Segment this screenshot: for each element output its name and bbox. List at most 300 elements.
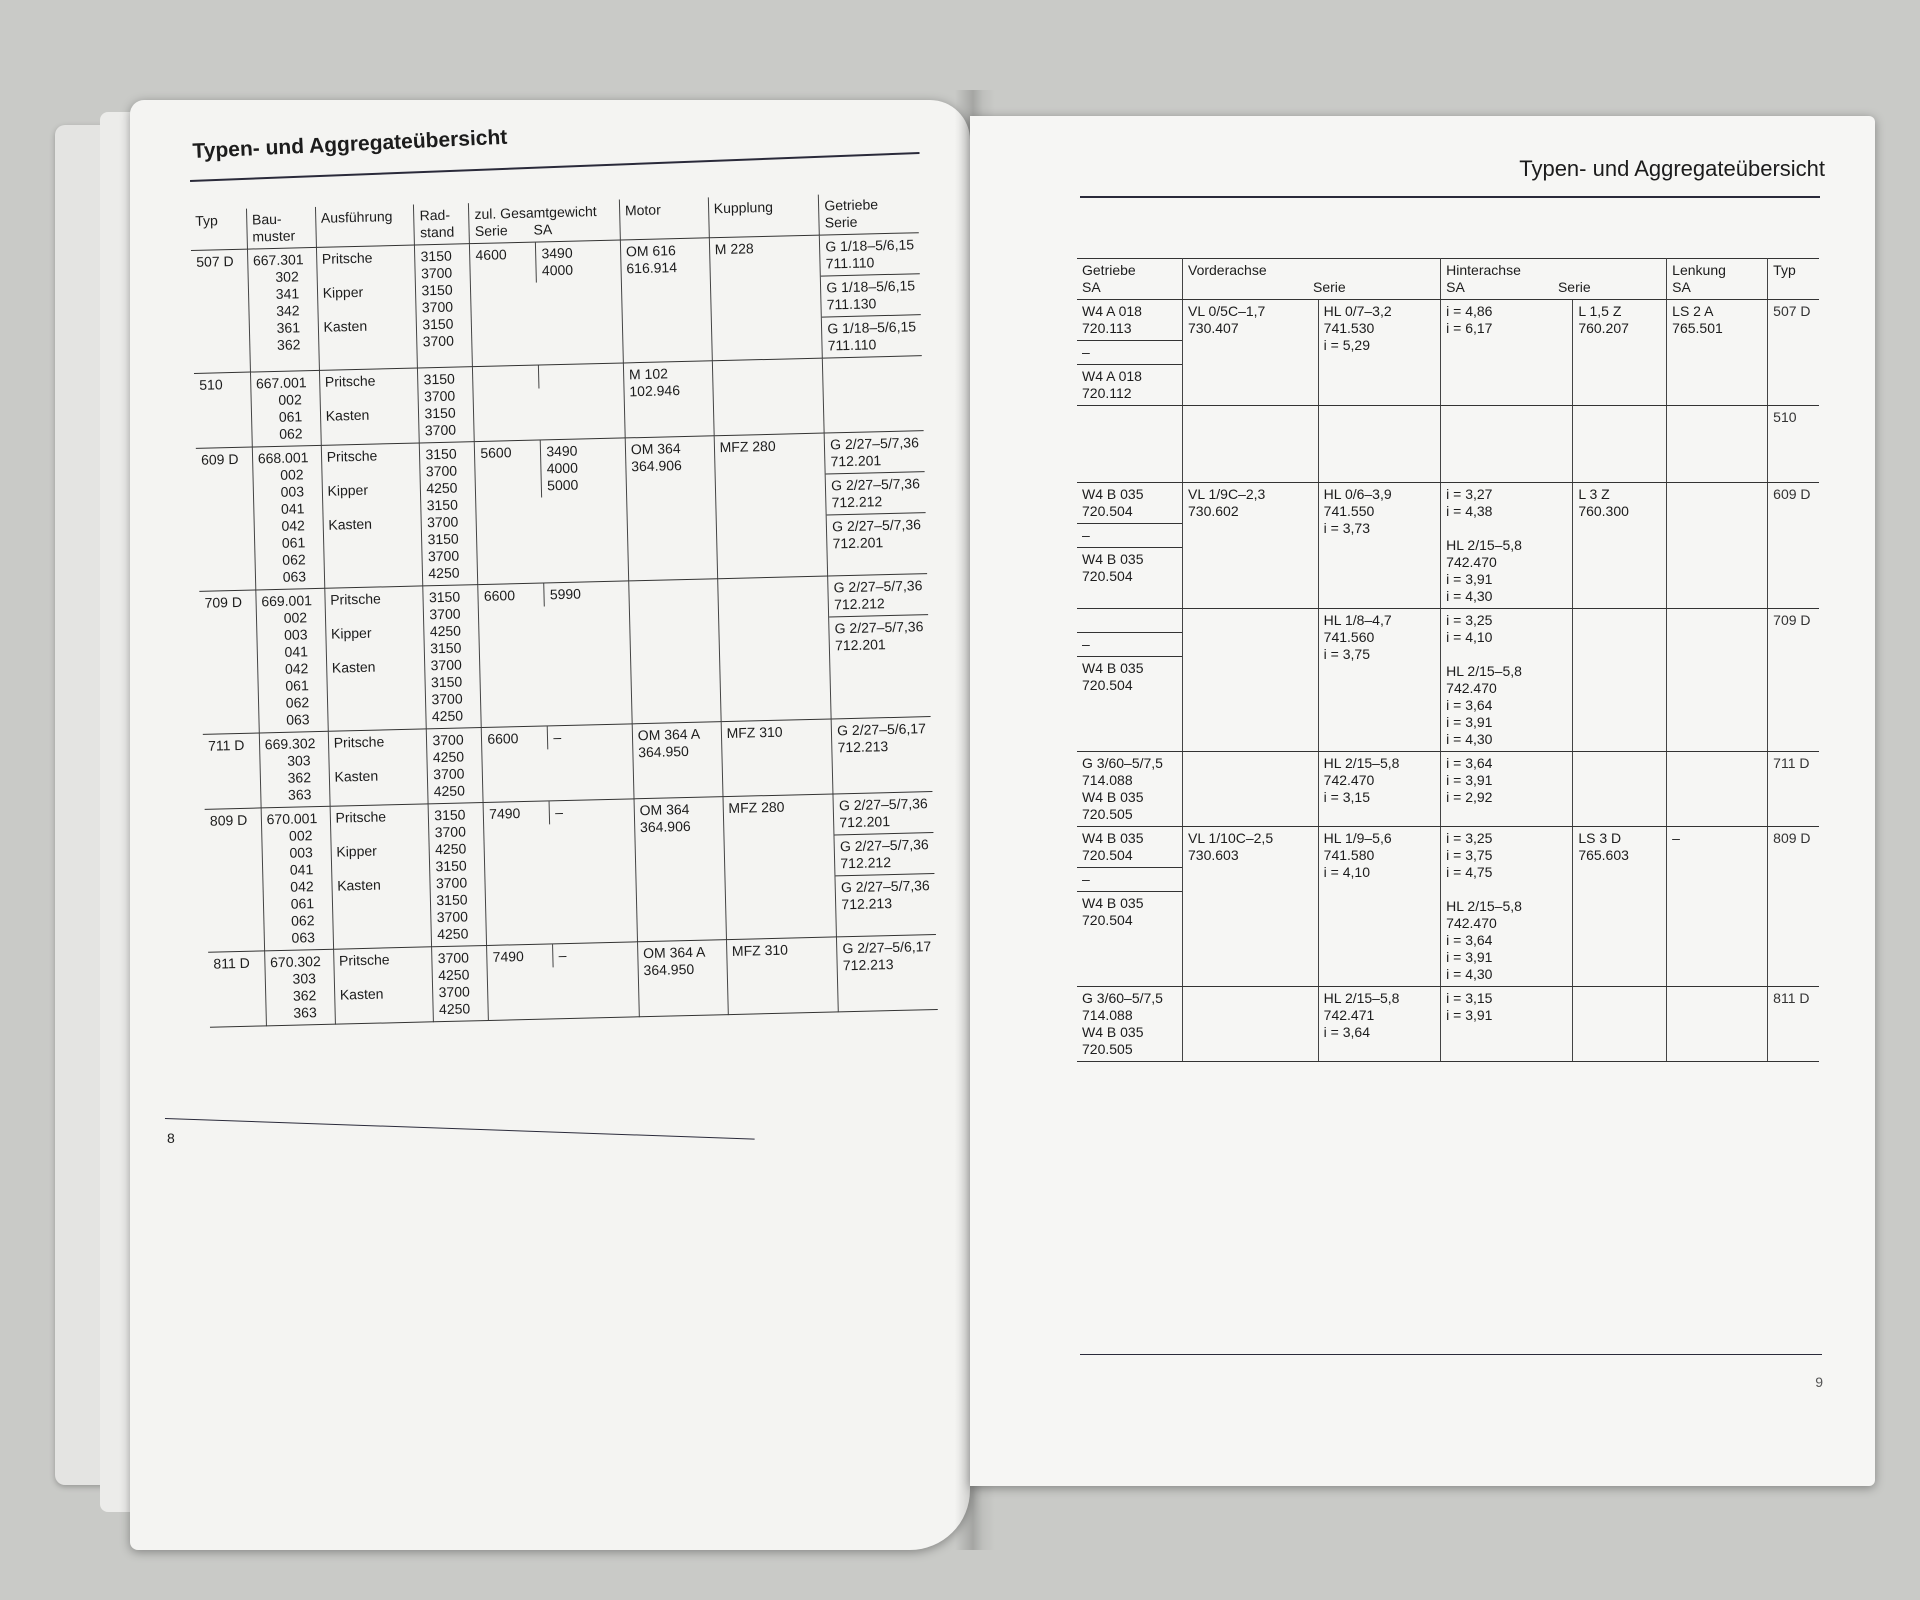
cell-lenkung (1667, 483, 1768, 609)
radstand-value: 3700 (420, 264, 453, 282)
cell-gewicht (475, 438, 629, 585)
radstand-value: 4250 (438, 966, 470, 984)
cell-typ (191, 249, 250, 373)
cell-baumuster (256, 588, 328, 733)
ha-sa-value: i = 3,27 (1446, 486, 1493, 502)
ha-sa-value: HL 2/15–5,8 (1446, 898, 1522, 914)
ausfuehrung-value: Kipper (336, 842, 378, 860)
getriebe-value: G 2/27–5/7,36 (833, 577, 923, 596)
ha-sa-value: i = 2,92 (1446, 789, 1493, 805)
getriebe-value: G 2/27–5/7,36 (826, 471, 925, 494)
cell-baumuster (250, 370, 321, 447)
ha-sa-value: i = 3,91 (1446, 772, 1493, 788)
cell-getriebe (833, 792, 936, 937)
baumuster-value: 002 (283, 609, 308, 626)
getriebe-value: G 1/18–5/6,15 (825, 236, 915, 255)
cell-hinterachse-serie (1573, 987, 1667, 1062)
motor-value: 364.950 (643, 960, 695, 979)
ha-serie-value: i = 4,10 (1323, 864, 1370, 880)
header-hinterachse-label: Hinterachse (1446, 262, 1521, 278)
getriebe-sa-value: 720.504 (1082, 912, 1133, 928)
ha-serie-value: 741.580 (1323, 847, 1375, 863)
cell-lenkung (1667, 752, 1768, 827)
cell-ausfuehrung (324, 586, 426, 731)
getriebe-sa-value: 720.504 (1082, 677, 1133, 693)
gesamtgewicht-sa-value: – (554, 804, 564, 821)
ha-sa-value: i = 3,91 (1446, 949, 1493, 965)
baumuster-value: 062 (282, 551, 306, 568)
gesamtgewicht-serie-value (478, 369, 533, 387)
getriebe-value: 712.212 (831, 493, 883, 511)
baumuster-value: 362 (292, 987, 317, 1004)
ha-serie-value: 741.560 (1323, 629, 1375, 645)
kupplung-value (718, 362, 818, 381)
radstand-value: 3150 (421, 281, 453, 299)
radstand-value: 3700 (433, 765, 465, 783)
cell-getriebe (820, 233, 922, 358)
header-gesamtgewicht-label: zul. Gesamtgewicht (474, 203, 597, 223)
cell-ausfuehrung (319, 368, 420, 445)
cell-vorderachse-serie (1318, 300, 1440, 406)
cell-motor (623, 361, 714, 438)
baumuster-value: 063 (291, 929, 316, 946)
baumuster-value: 061 (290, 895, 315, 912)
cell-gewicht (478, 581, 632, 728)
vorderachse-value: VL 1/10C–2,5 (1188, 830, 1274, 846)
cell-hinterachse-sa (1441, 827, 1573, 987)
typ-value: 510 (1773, 409, 1797, 425)
ha-sa-value: i = 3,25 (1446, 830, 1493, 846)
kupplung-value: MFZ 310 (726, 723, 783, 742)
right-page (970, 116, 1875, 1486)
left-table-body (191, 233, 938, 1028)
motor-value: M 102 (628, 365, 669, 383)
table-row (1077, 406, 1819, 483)
getriebe-value: G 2/27–5/7,36 (838, 795, 928, 814)
radstand-value: 3700 (431, 690, 463, 708)
getriebe-sa-value: – (1077, 632, 1182, 653)
gesamtgewicht-sa-value: 4000 (546, 459, 579, 477)
serie-col (482, 726, 549, 751)
kupplung-value (723, 580, 823, 599)
ha-sa-value: i = 4,86 (1446, 303, 1493, 319)
typ-value: 711 D (207, 736, 245, 754)
typ-value: 507 D (196, 252, 234, 270)
gesamtgewicht-serie-value: 7490 (488, 805, 521, 822)
getriebe-sa-value: 714.088 (1082, 772, 1133, 788)
ausfuehrung-value: Pritsche (333, 733, 385, 751)
getriebe-sa-value: 720.504 (1082, 503, 1133, 519)
serie-col (473, 366, 540, 391)
motor-value: 616.914 (626, 259, 678, 277)
gesamtgewicht-serie-value: 4600 (475, 246, 507, 264)
cell-getriebe (837, 934, 938, 1011)
gewicht-split (470, 241, 620, 285)
cell-ausfuehrung (316, 245, 418, 370)
radstand-value: 4250 (428, 564, 460, 582)
cell-typ (1768, 987, 1819, 1062)
ha-serie-value: HL 1/9–5,6 (1323, 830, 1392, 846)
cell-typ (194, 372, 252, 448)
getriebe-value: 712.212 (840, 854, 892, 872)
baumuster-value: 363 (293, 1004, 317, 1021)
getriebe-value: G 2/27–5/7,36 (835, 832, 934, 855)
gesamtgewicht-serie-value: 6600 (483, 587, 516, 604)
radstand-value: 3150 (436, 891, 468, 909)
typ-value: 709 D (1773, 612, 1811, 628)
cell-kupplung (717, 576, 831, 722)
getriebe-value: G 2/27–5/7,36 (829, 614, 928, 637)
baumuster-value: 062 (290, 912, 315, 929)
baumuster-value: 362 (276, 336, 301, 353)
cell-lenkung (1667, 406, 1768, 483)
getriebe-sa-value: 714.088 (1082, 1007, 1133, 1023)
cell-motor (625, 436, 717, 581)
lenkung-value: 765.501 (1672, 320, 1723, 336)
cell-typ (1768, 609, 1819, 752)
getriebe-value: 712.201 (830, 452, 882, 470)
cell-typ (205, 808, 265, 952)
radstand-value: 3150 (422, 315, 454, 333)
header-ausfuehrung: Ausführung (315, 205, 415, 248)
ha-serie-value: i = 3,73 (1323, 520, 1370, 536)
ausfuehrung-value: Kasten (336, 876, 381, 894)
motor-value: OM 364 (639, 800, 690, 819)
radstand-value: 3700 (436, 908, 469, 926)
header-getriebe-sa: Getriebe SA (1077, 259, 1183, 300)
radstand-value: 3150 (428, 588, 461, 606)
header-gesamtgewicht (469, 200, 620, 244)
radstand-value: 4250 (438, 1000, 471, 1018)
cell-ausfuehrung (328, 729, 429, 806)
typ-value: 809 D (1773, 830, 1811, 846)
ha-sa-value: 742.470 (1446, 915, 1497, 931)
cell-kupplung (723, 794, 837, 940)
header-serie: Serie (474, 222, 508, 240)
lenkung-value: – (1672, 830, 1680, 846)
motor-value: 364.950 (638, 742, 690, 761)
header-getriebe: Getriebe Serie (819, 192, 919, 235)
ha-sa-value: i = 3,64 (1446, 697, 1493, 713)
cell-kupplung (721, 719, 833, 797)
getriebe-value: G 2/27–5/7,36 (829, 434, 920, 453)
cell-vorderachse (1183, 752, 1319, 827)
ha-serie-value: HL 1/8–4,7 (1323, 612, 1392, 628)
cell-getriebe (831, 717, 932, 794)
baumuster-value: 002 (288, 827, 313, 844)
typ-value: 809 D (209, 811, 248, 829)
baumuster-value: 669.001 (261, 592, 313, 610)
table-row (1077, 483, 1819, 609)
radstand-value: 4250 (434, 840, 467, 858)
cell-vorderachse (1183, 609, 1319, 752)
radstand-value: 3150 (423, 370, 456, 388)
baumuster-value: 668.001 (257, 449, 309, 467)
gewicht-split (475, 438, 626, 499)
baumuster-value: 670.001 (266, 810, 318, 828)
cell-gewicht (483, 799, 637, 946)
getriebe-value: 712.213 (837, 738, 889, 756)
cell-kupplung (709, 235, 823, 361)
header-hinterachse-serie: Serie (1557, 279, 1591, 295)
sa-col (541, 439, 584, 497)
cell-motor (620, 238, 712, 363)
radstand-value: 3700 (438, 983, 470, 1001)
sa-col (545, 582, 587, 606)
baumuster-value: 342 (276, 302, 300, 319)
baumuster-value: 003 (280, 483, 305, 500)
typ-value: 711 D (1773, 755, 1810, 771)
cell-hinterachse-sa (1441, 987, 1573, 1062)
getriebe-sa-value: W4 A 018 (1077, 364, 1182, 385)
ha-sa-value: i = 3,91 (1446, 1007, 1493, 1023)
getriebe-sa-value: 720.505 (1082, 806, 1133, 822)
getriebe-sa-value: W4 B 035 (1082, 486, 1144, 502)
cell-getriebe-sa (1077, 752, 1183, 827)
cell-vorderachse-serie (1318, 752, 1440, 827)
ha-sa-value: i = 3,75 (1446, 847, 1493, 863)
getriebe-sa-value: W4 B 035 (1082, 1024, 1144, 1040)
ha-sa-value: HL 2/15–5,8 (1446, 537, 1522, 553)
ha-sa-value: 742.470 (1446, 554, 1497, 570)
cell-gewicht (470, 240, 623, 367)
getriebe-sa-value: 720.505 (1082, 1041, 1133, 1057)
baumuster-value: 669.302 (264, 735, 316, 753)
cell-vorderachse (1183, 483, 1319, 609)
gesamtgewicht-sa-value: – (553, 729, 562, 746)
getriebe-sa-value: W4 B 035 (1082, 830, 1144, 846)
ha-sa-value: i = 3,91 (1446, 571, 1493, 587)
right-table-body (1077, 300, 1819, 1062)
getriebe-sa-value: 720.113 (1082, 320, 1132, 336)
radstand-value: 3150 (430, 673, 463, 691)
cell-hinterachse-sa (1441, 406, 1573, 483)
cell-kupplung (726, 937, 838, 1015)
cell-motor (634, 797, 726, 942)
baumuster-value: 303 (292, 970, 317, 987)
table-row (1077, 300, 1819, 406)
baumuster-value: 363 (287, 786, 312, 803)
ha-serie2-value: L 1,5 Z (1578, 303, 1622, 319)
baumuster-value: 302 (275, 268, 299, 285)
header-kupplung: Kupplung (708, 195, 820, 238)
typ-value: 609 D (200, 450, 239, 468)
header-vorderachse-serie: Serie (1313, 279, 1346, 295)
cell-hinterachse-sa (1441, 300, 1573, 406)
sa-col (536, 242, 578, 283)
typ-value: 609 D (1773, 486, 1811, 502)
serie-col (475, 440, 542, 499)
getriebe-sa-value: – (1077, 867, 1182, 888)
sa-col (548, 726, 566, 749)
cell-getriebe-sa (1077, 483, 1183, 609)
table-row (191, 233, 922, 374)
cell-lenkung (1667, 609, 1768, 752)
gesamtgewicht-sa-value: 5990 (549, 585, 582, 603)
cell-vorderachse-serie (1318, 827, 1440, 987)
motor-value: OM 616 (625, 242, 676, 260)
radstand-value: 4250 (433, 782, 466, 800)
cell-hinterachse-sa (1441, 483, 1573, 609)
cell-vorderachse-serie (1318, 406, 1440, 483)
baumuster-value: 061 (278, 408, 303, 425)
getriebe-value: 711.110 (825, 254, 875, 272)
ha-sa-value: i = 6,17 (1446, 320, 1493, 336)
radstand-value: 3150 (420, 247, 452, 265)
ausfuehrung-value: Kasten (323, 317, 368, 335)
getriebe-value: 712.213 (841, 895, 893, 913)
baumuster-value: 667.001 (255, 374, 307, 392)
gesamtgewicht-serie-value: 6600 (487, 730, 519, 747)
radstand-value: 3700 (430, 656, 462, 674)
cell-hinterachse-serie (1573, 483, 1667, 609)
table-row (1077, 609, 1819, 752)
radstand-value: 3700 (426, 513, 459, 531)
radstand-value: 3150 (430, 639, 462, 657)
getriebe-value: G 1/18–5/6,15 (822, 314, 921, 337)
cell-motor (637, 940, 728, 1017)
getriebe-value: G 2/27–5/7,36 (827, 512, 926, 535)
header-radstand: Rad- stand (414, 203, 470, 245)
getriebe-value: 712.201 (839, 813, 891, 831)
cell-vorderachse (1183, 300, 1319, 406)
ha-serie2-value: 765.603 (1578, 847, 1629, 863)
ausfuehrung-value: Kipper (327, 481, 369, 499)
baumuster-value: 361 (276, 319, 301, 336)
getriebe-value: 712.201 (832, 534, 884, 552)
ha-serie2-value: L 3 Z (1578, 486, 1610, 502)
cell-typ (203, 733, 261, 809)
left-page-title: Typen- und Aggregateübersicht (192, 125, 508, 163)
ha-serie-value: i = 3,15 (1323, 789, 1370, 805)
ausfuehrung-value: Kasten (328, 515, 373, 533)
baumuster-value: 042 (284, 660, 309, 677)
sa-col (539, 365, 550, 388)
radstand-value: 3700 (435, 874, 468, 892)
radstand-value: 3700 (421, 298, 454, 316)
cell-hinterachse-serie (1573, 609, 1667, 752)
footer-rule-right (1080, 1354, 1822, 1355)
cell-kupplung (712, 358, 824, 436)
gesamtgewicht-sa-value: 4000 (541, 261, 574, 279)
baumuster-value: 003 (283, 626, 308, 643)
header-typ-right: Typ (1768, 259, 1819, 300)
baumuster-value: 362 (287, 769, 312, 786)
cell-vorderachse-serie (1318, 483, 1440, 609)
header-typ: Typ (190, 209, 247, 251)
radstand-value: 3150 (434, 806, 466, 824)
radstand-value: 4250 (431, 707, 464, 725)
cell-typ (1768, 483, 1819, 609)
ha-serie-value: i = 3,75 (1323, 646, 1370, 662)
cell-hinterachse-sa (1441, 609, 1573, 752)
table-row (205, 792, 936, 953)
radstand-value: 3700 (427, 547, 460, 565)
ha-sa-value: i = 3,64 (1446, 932, 1493, 948)
header-hinterachse (1441, 259, 1667, 300)
getriebe-sa-value: W4 A 018 (1082, 303, 1142, 319)
ha-serie2-value: 760.207 (1578, 320, 1629, 336)
baumuster-value: 062 (279, 425, 303, 442)
ha-sa-value: HL 2/15–5,8 (1446, 663, 1522, 679)
baumuster-value: 042 (290, 878, 314, 895)
header-vorderachse (1183, 259, 1441, 300)
getriebe-value: G 2/27–5/6,17 (842, 938, 932, 957)
getriebe-sa-value: W4 B 035 (1082, 789, 1144, 805)
baumuster-value: 063 (282, 568, 307, 585)
ausfuehrung-value: Pritsche (326, 447, 378, 465)
radstand-value: 3150 (425, 445, 457, 463)
getriebe-value: 712.212 (833, 595, 885, 613)
cell-ausfuehrung (330, 804, 432, 949)
gesamtgewicht-serie-value: 7490 (492, 948, 525, 965)
table-row (1077, 987, 1819, 1062)
cell-kupplung (714, 433, 828, 579)
baumuster-value: 061 (285, 677, 309, 694)
cell-baumuster (252, 445, 324, 590)
gewicht-split (482, 724, 632, 751)
ha-serie-value: i = 3,64 (1323, 1024, 1370, 1040)
gewicht-split (473, 363, 623, 390)
vorderachse-value: 730.603 (1188, 847, 1239, 863)
baumuster-value: 667.301 (252, 251, 304, 269)
gewicht-split (484, 799, 634, 826)
cell-typ (208, 951, 266, 1027)
cell-motor (629, 579, 721, 724)
radstand-value: 3150 (435, 857, 467, 875)
cell-radstand (415, 244, 473, 368)
cell-typ (1768, 300, 1819, 406)
ausfuehrung-value: Pritsche (321, 249, 373, 267)
kupplung-value: MFZ 280 (728, 798, 785, 817)
sa-col (550, 801, 568, 824)
baumuster-value: 041 (284, 643, 309, 660)
cell-lenkung (1667, 300, 1768, 406)
getriebe-value: G 1/18–5/6,15 (821, 273, 920, 296)
ha-serie-value: HL 0/7–3,2 (1323, 303, 1392, 319)
motor-value: OM 364 A (637, 725, 701, 744)
cell-getriebe-sa (1077, 827, 1183, 987)
getriebe-sa-value: W4 B 035 (1077, 547, 1182, 568)
ha-serie2-value: LS 3 D (1578, 830, 1622, 846)
right-aggregate-table (1077, 258, 1819, 1062)
header-sa: SA (533, 221, 553, 238)
gewicht-split (487, 942, 637, 969)
cell-radstand (420, 442, 478, 586)
baumuster-value: 002 (278, 391, 302, 408)
radstand-value: 3150 (424, 404, 456, 422)
table-row (1077, 827, 1819, 987)
kupplung-value: M 228 (714, 240, 754, 258)
header-vorderachse-label: Vorderachse (1188, 262, 1267, 278)
ha-sa-value: i = 3,64 (1446, 755, 1493, 771)
motor-value: 364.906 (631, 457, 683, 475)
cell-vorderachse (1183, 827, 1319, 987)
typ-value: 709 D (204, 593, 243, 611)
cell-getriebe (824, 431, 927, 576)
baumuster-value: 041 (280, 500, 305, 517)
cell-radstand (427, 728, 484, 804)
sa-col (553, 944, 571, 967)
cell-lenkung (1667, 987, 1768, 1062)
radstand-value: 3700 (432, 731, 464, 749)
cell-vorderachse (1183, 987, 1319, 1062)
getriebe-sa-value: – (1077, 340, 1182, 361)
lenkung-value: LS 2 A (1672, 303, 1714, 319)
gesamtgewicht-sa-value: – (558, 947, 567, 964)
header-motor: Motor (619, 197, 709, 240)
baumuster-value: 063 (286, 711, 310, 728)
